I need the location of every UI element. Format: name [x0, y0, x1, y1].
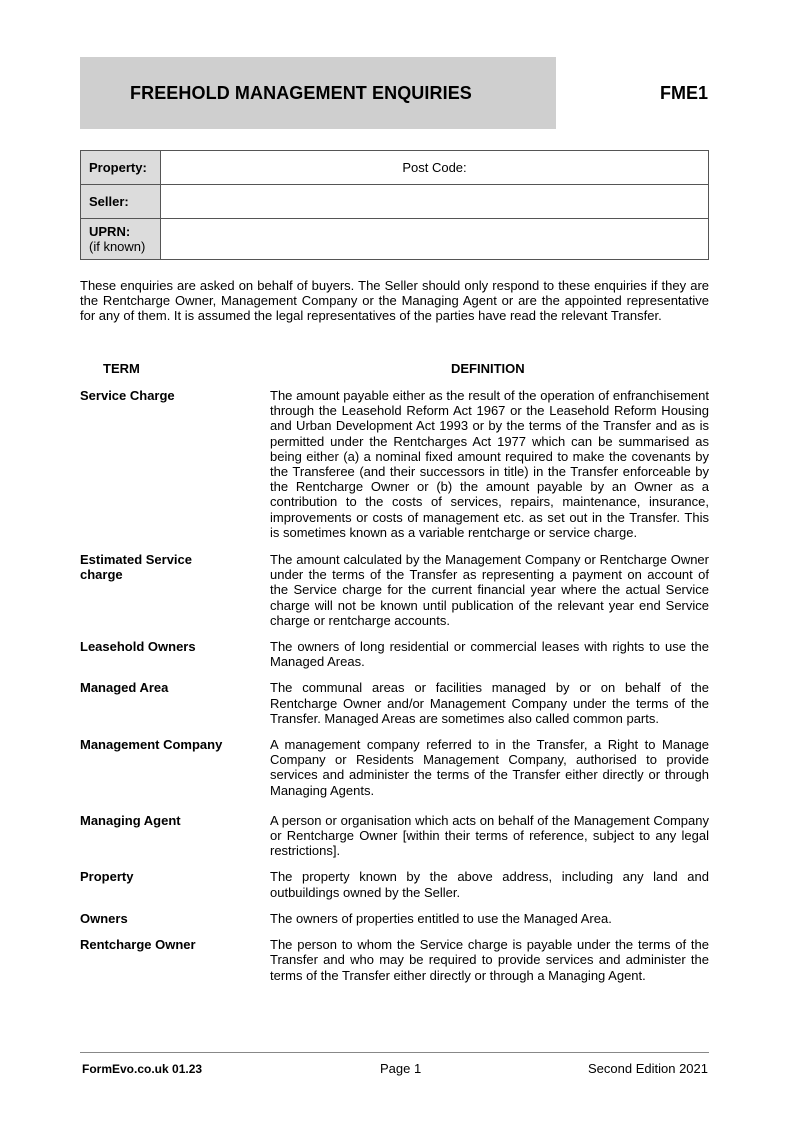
form-code: FME1 [659, 83, 708, 103]
definition-text: The amount payable either as the result of the operation of enfranchisement through the Leasehold Reform Act 1967 or the Leasehold Reform Housing and Urban Development Act 1993 or by the terms of the Transfer and as is permitted under the Rentcharges Act 1977 which can be summarised as being either (a) a nominal fixed amount required to make the covenants by the Transferee (and their successors in title) in the Transfer enforceable by the Rentcharge Owner or (b) the amount payable by an Owner as a contribution to the costs of services, repairs, maintenance, insurance, improvements or costs of management etc. as set out in the Transfer. This is sometimes known as a variable rentcharge or service charge. [270, 388, 709, 540]
seller-row [81, 185, 709, 219]
property-info-table [80, 150, 709, 260]
post-code-label: Post Code: [402, 160, 467, 175]
definition-term: Estimated Service charge [80, 552, 193, 583]
definition-row [80, 869, 709, 899]
footer-form-ref: FormEvo.co.uk 01.23 [82, 1062, 203, 1076]
definition-text: A person or organisation which acts on behalf of the Management Company or Rentcharge Owner [within their terms of reference, subject to any legal restrictions]. [270, 812, 709, 859]
seller-label: Seller: [81, 185, 161, 219]
definition-term: Management Company [80, 737, 223, 753]
definition-column-header: DEFINITION [451, 361, 525, 376]
definition-row [80, 737, 709, 798]
seller-field[interactable] [161, 185, 709, 219]
intro-paragraph: These enquiries are asked on behalf of buyers. The Seller should only respond to these enquiries if they are the Rentcharge Owner, Management Company or the Managing Agent or are the appointed representative for any of them. It is assumed the legal representatives of the parties have read the relevant Transfer. [80, 278, 709, 323]
definition-text: The owners of long residential or commercial leases with rights to use the Managed Areas. [270, 639, 709, 670]
definition-term: Managing Agent [80, 812, 181, 828]
page-title: FREEHOLD MANAGEMENT ENQUIRIES [130, 83, 472, 103]
definition-row [80, 813, 709, 859]
definition-row [80, 639, 709, 669]
uprn-row [81, 219, 709, 260]
uprn-note: (if known) [89, 239, 146, 254]
definition-text: The property known by the above address, including any land and outbuildings owned by the Seller. [270, 869, 709, 900]
definition-text: The owners of properties entitled to use the Managed Area. [270, 910, 612, 926]
property-row [81, 151, 709, 185]
footer-page-number: Page 1 [380, 1061, 422, 1076]
definitions-list [80, 388, 709, 983]
definition-term: Property [80, 869, 134, 885]
definition-term: Owners [80, 910, 128, 926]
uprn-label-cell [81, 219, 161, 260]
definition-row [80, 937, 709, 983]
property-field[interactable] [161, 151, 709, 185]
property-label: Property: [81, 151, 161, 185]
definition-term: Managed Area [80, 680, 169, 696]
uprn-label: UPRN: [89, 224, 131, 239]
definition-text: The communal areas or facilities managed by or on behalf of the Rentcharge Owner and/or Management Company under the terms of the Transfer. Managed Areas are sometimes also called common parts. [270, 680, 709, 726]
footer-divider [80, 1052, 709, 1053]
term-column-header: TERM [103, 361, 140, 376]
footer-edition: Second Edition 2021 [588, 1061, 708, 1076]
definition-row [80, 552, 709, 628]
definition-text: A management company referred to in the Transfer, a Right to Manage Company or Residents Management Company, authorised to provide services and administer the terms of the Transfer either directly or through Managing Agents. [270, 737, 709, 798]
definition-text: The person to whom the Service charge is payable under the terms of the Transfer and who may be required to provide services and administer the terms of the Transfer either directly or through a Managing Agent. [270, 937, 709, 983]
definition-term: Service Charge [80, 388, 175, 403]
definition-row [80, 388, 709, 540]
uprn-field[interactable] [161, 219, 709, 260]
definition-term: Rentcharge Owner [80, 937, 196, 953]
definition-text: The amount calculated by the Management Company or Rentcharge Owner under the terms of the Transfer as representing a payment on account of the Service charge for the current financial year where the actual Service charge will not be known until publication of the relevant year end Service charge or rentcharge accounts. [270, 552, 709, 628]
definition-term: Leasehold Owners [80, 639, 196, 655]
definition-row [80, 680, 709, 726]
definition-row [80, 911, 709, 926]
